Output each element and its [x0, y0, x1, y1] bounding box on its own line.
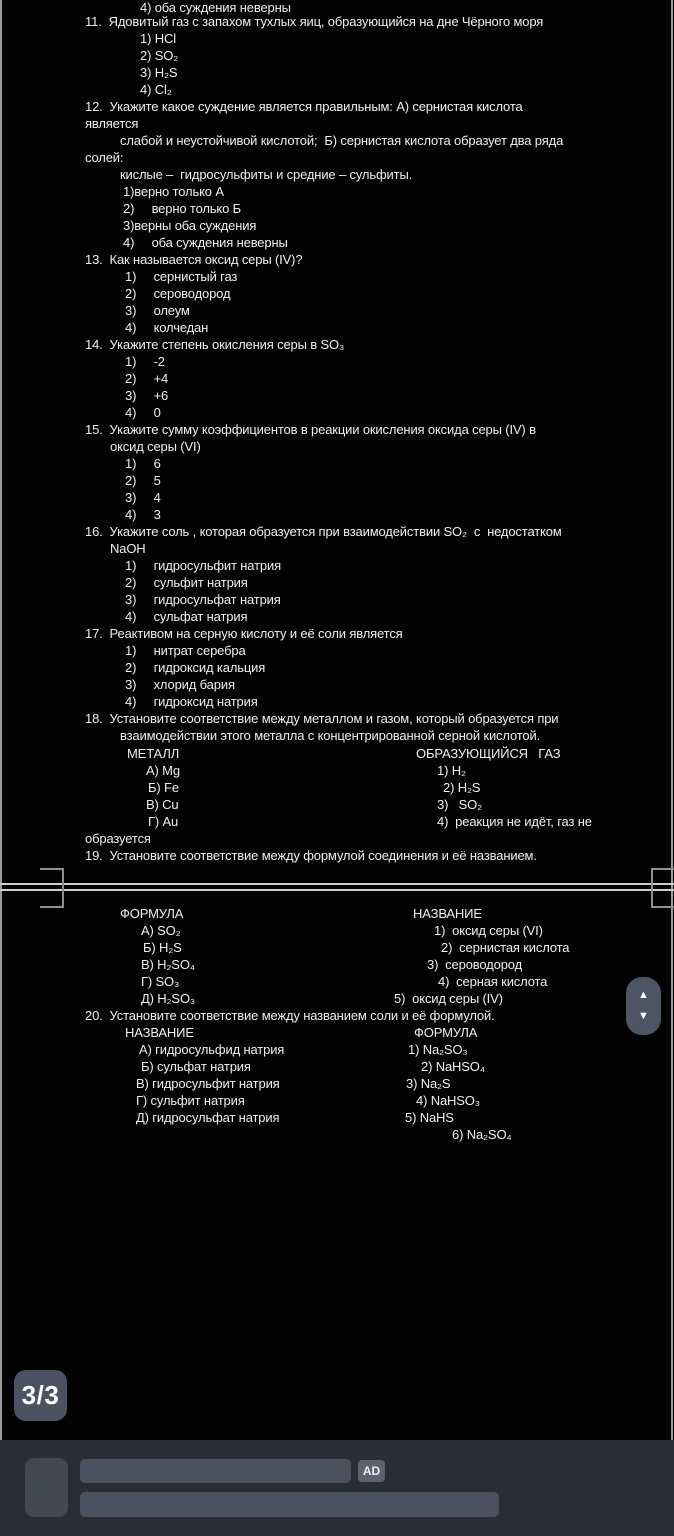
doc-line: ФОРМУЛА [120, 906, 184, 921]
doc-line: НАЗВАНИЕ [413, 906, 482, 921]
doc-line: 2) +4 [125, 371, 169, 386]
page-edge-right [671, 0, 673, 1440]
doc-line: 3) олеум [125, 303, 190, 318]
doc-line: Б) Fe [148, 780, 179, 795]
doc-line: Б) сульфат натрия [141, 1059, 251, 1074]
page-corner-mark-right [651, 868, 674, 908]
doc-line: 3)верны оба суждения [123, 218, 257, 233]
doc-line: 18. Установите соответствие между металлом и газом, который образуется при [85, 711, 559, 726]
doc-line: А) Mg [146, 763, 180, 778]
scroll-widget [626, 977, 661, 1035]
scroll-down-button[interactable] [633, 1009, 654, 1024]
doc-line: образуется [85, 831, 151, 846]
doc-line: 4) гидроксид натрия [125, 694, 258, 709]
page-indicator-badge: 3/3 [14, 1370, 67, 1421]
doc-line: ФОРМУЛА [414, 1025, 478, 1040]
doc-line: 1) H₂ [437, 763, 466, 778]
page-break-divider-bottom [0, 889, 674, 891]
doc-line: 3) гидросульфат натрия [125, 592, 281, 607]
chevron-up-icon: ▲ [638, 989, 649, 1001]
page-break-divider-top [0, 883, 674, 885]
doc-line: 4) 0 [125, 405, 161, 420]
ad-title-placeholder [80, 1459, 351, 1483]
doc-line: 3) +6 [125, 388, 169, 403]
doc-line: 19. Установите соответствие между формулой соединения и её названием. [85, 848, 537, 863]
doc-line: является [85, 116, 139, 131]
doc-line: Г) сульфит натрия [136, 1093, 245, 1108]
ad-badge: AD [358, 1460, 385, 1482]
doc-line: NaOH [110, 541, 146, 556]
doc-line: Г) SO₃ [141, 974, 180, 989]
doc-line: оксид серы (VI) [110, 439, 201, 454]
page-edge-left [0, 0, 2, 1440]
doc-line: 3) 4 [125, 490, 161, 505]
doc-line: взаимодействии этого металла с концентрированной серной кислотой. [120, 728, 541, 743]
doc-line: 2) сероводород [125, 286, 231, 301]
doc-line: 1) нитрат серебра [125, 643, 246, 658]
doc-line: 12. Укажите какое суждение является правильным: А) сернистая кислота [85, 99, 523, 114]
doc-line: 3) сероводород [427, 957, 523, 972]
scroll-up-button[interactable] [633, 988, 654, 1003]
doc-line: 4) колчедан [125, 320, 209, 335]
doc-line: 1) гидросульфит натрия [125, 558, 281, 573]
doc-line: 4) серная кислота [438, 974, 548, 989]
doc-line: 4) оба суждения неверны [123, 235, 288, 250]
doc-line: 2) SO₂ [140, 48, 179, 63]
doc-line: 20. Установите соответствие между названием соли и её формулой. [85, 1008, 495, 1023]
doc-line: 2) NaHSO₄ [421, 1059, 485, 1074]
doc-line: А) SO₂ [141, 923, 181, 938]
doc-line: 13. Как называется оксид серы (IV)? [85, 252, 303, 267]
doc-line: 16. Укажите соль , которая образуется при взаимодействии SO₂ с недостатком [85, 524, 562, 539]
doc-line: Г) Au [148, 814, 179, 829]
doc-line: 4) оба суждения неверны [140, 0, 291, 15]
doc-line: 2) H₂S [443, 780, 481, 795]
ad-icon-placeholder [25, 1458, 68, 1517]
doc-line: 2) сульфит натрия [125, 575, 248, 590]
doc-line: 2) сернистая кислота [441, 940, 570, 955]
doc-line: НАЗВАНИЕ [125, 1025, 194, 1040]
doc-line: 4) сульфат натрия [125, 609, 248, 624]
doc-line: Б) H₂S [143, 940, 182, 955]
doc-line: слабой и неустойчивой кислотой; Б) сернистая кислота образует два ряда [120, 133, 564, 148]
doc-line: 5) NaHS [405, 1110, 454, 1125]
doc-line: ОБРАЗУЮЩИЙСЯ ГАЗ [416, 746, 561, 761]
doc-line: А) гидросульфид натрия [139, 1042, 285, 1057]
doc-line: 4) Cl₂ [140, 82, 172, 97]
doc-line: 4) NaHSO₃ [416, 1093, 480, 1108]
doc-line: 3) H₂S [140, 65, 178, 80]
doc-line: 14. Укажите степень окисления серы в SO₃ [85, 337, 345, 352]
chevron-down-icon: ▼ [638, 1010, 649, 1022]
doc-line: 1) сернистый газ [125, 269, 238, 284]
doc-line: 3) хлорид бария [125, 677, 235, 692]
doc-line: В) гидросульфит натрия [136, 1076, 280, 1091]
doc-line: 3) SO₂ [437, 797, 483, 812]
doc-line: 3) Na₂S [406, 1076, 451, 1091]
doc-line: солей: [85, 150, 124, 165]
ad-text-placeholder [80, 1492, 499, 1517]
doc-line: 11. Ядовитый газ с запахом тухлых яиц, образующийся на дне Чёрного моря [85, 14, 544, 29]
doc-line: 15. Укажите сумму коэффициентов в реакции окисления оксида серы (IV) в [85, 422, 536, 437]
doc-line: 5) оксид серы (IV) [394, 991, 503, 1006]
page-corner-mark-left [40, 868, 64, 908]
doc-line: МЕТАЛЛ [127, 746, 180, 761]
doc-line: кислые – гидросульфиты и средние – сульфиты. [120, 167, 413, 182]
doc-line: 1) Na₂SO₃ [408, 1042, 468, 1057]
doc-line: Д) гидросульфат натрия [136, 1110, 280, 1125]
doc-line: 4) реакция не идёт, газ не [437, 814, 592, 829]
doc-line: Д) H₂SO₃ [141, 991, 196, 1006]
doc-line: 6) Na₂SO₄ [452, 1127, 512, 1142]
doc-line: 1) HCl [140, 31, 176, 46]
doc-line: 1) -2 [125, 354, 165, 369]
doc-line: 1)верно только А [123, 184, 224, 199]
doc-line: 1) 6 [125, 456, 161, 471]
doc-line: 2) гидроксид кальция [125, 660, 266, 675]
doc-line: 4) 3 [125, 507, 161, 522]
ad-banner[interactable] [0, 1440, 674, 1536]
doc-line: 1) оксид серы (VI) [434, 923, 543, 938]
doc-line: 2) 5 [125, 473, 161, 488]
doc-line: В) H₂SO₄ [141, 957, 195, 972]
doc-line: 2) верно только Б [123, 201, 242, 216]
doc-line: В) Cu [146, 797, 179, 812]
doc-line: 17. Реактивом на серную кислоту и её соли является [85, 626, 403, 641]
